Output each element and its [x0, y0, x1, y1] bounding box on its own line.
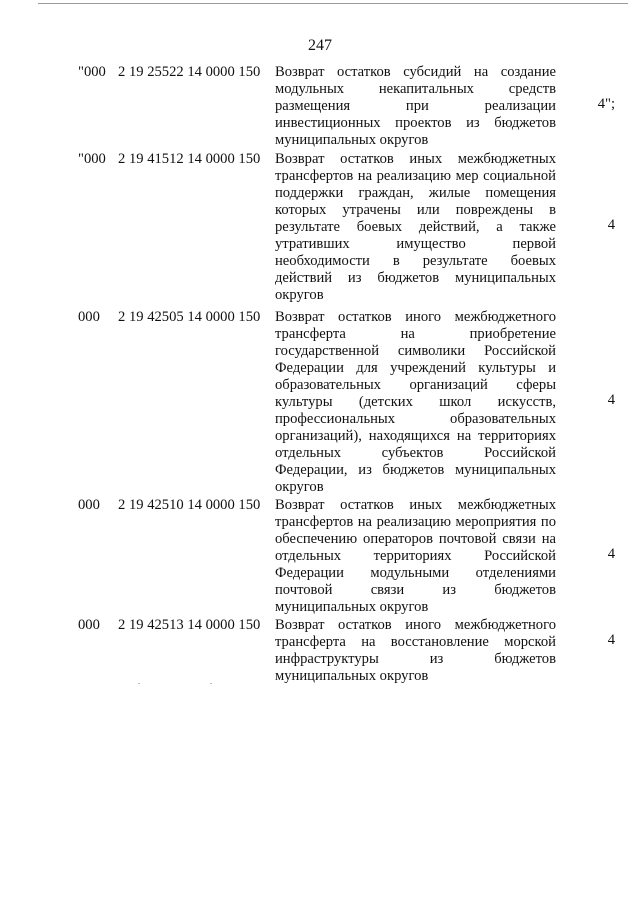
description-line: Возврат остатков субсидий на создание	[275, 64, 556, 80]
description-line: необходимости в результате боевых	[275, 253, 556, 269]
admin-code: 000	[78, 497, 100, 513]
description-line: организаций), находящихся на территориях	[275, 428, 556, 444]
description-line: трансферта на восстановление морской	[275, 634, 556, 650]
description-line: которых утрачены или повреждены в	[275, 202, 556, 218]
description-line: Возврат остатков иного межбюджетного	[275, 309, 556, 325]
admin-code: 000	[78, 309, 100, 325]
description-line: трансферта на приобретение	[275, 326, 556, 342]
scan-speck	[138, 683, 140, 684]
description-line: Возврат остатков иных межбюджетных	[275, 151, 556, 167]
budget-classification-code: 2 19 42510 14 0000 150	[118, 497, 261, 513]
description-line: образовательных организаций сферы	[275, 377, 556, 393]
description-line: утративших имущество первой	[275, 236, 556, 252]
income-description	[275, 151, 556, 304]
income-description	[275, 497, 556, 616]
row-mark: 4	[607, 546, 615, 562]
row-mark: 4	[607, 632, 615, 648]
row-mark: 4	[607, 217, 615, 233]
description-line: Федерации модульными отделениями	[275, 565, 556, 581]
description-line: отдельных субъектов Российской	[275, 445, 556, 461]
description-line: профессиональных образовательных	[275, 411, 556, 427]
description-line: Федерации для учреждений культуры и	[275, 360, 556, 376]
budget-classification-code: 2 19 42513 14 0000 150	[118, 617, 261, 633]
page-number: 247	[308, 37, 332, 54]
description-line: округов	[275, 287, 324, 303]
row-mark: 4";	[597, 96, 615, 112]
budget-classification-code: 2 19 42505 14 0000 150	[118, 309, 261, 325]
income-description	[275, 617, 556, 685]
description-line: трансфертов на реализацию мер социальной	[275, 168, 556, 184]
description-line: Возврат остатков иного межбюджетного	[275, 617, 556, 633]
description-line: модульных некапитальных средств	[275, 81, 556, 97]
description-line: почтовой связи из бюджетов	[275, 582, 556, 598]
admin-code: "000	[78, 151, 106, 167]
description-line: округов	[275, 479, 324, 495]
income-description	[275, 309, 556, 496]
budget-classification-code: 2 19 41512 14 0000 150	[118, 151, 261, 167]
income-description	[275, 64, 556, 149]
description-line: муниципальных округов	[275, 132, 429, 148]
description-line: отдельных территориях Российской	[275, 548, 556, 564]
description-line: муниципальных округов	[275, 599, 429, 615]
description-line: размещения при реализации	[275, 98, 556, 114]
description-line: инвестиционных проектов из бюджетов	[275, 115, 556, 131]
description-line: инфраструктуры из бюджетов	[275, 651, 556, 667]
admin-code: "000	[78, 64, 106, 80]
description-line: обеспечению операторов почтовой связи на	[275, 531, 556, 547]
description-line: культуры (детских школ искусств,	[275, 394, 556, 410]
scan-top-edge-line	[38, 3, 628, 4]
row-mark: 4	[607, 392, 615, 408]
scan-speck	[210, 683, 212, 684]
admin-code: 000	[78, 617, 100, 633]
description-line: действий из бюджетов муниципальных	[275, 270, 556, 286]
description-line: государственной символики Российской	[275, 343, 556, 359]
budget-classification-code: 2 19 25522 14 0000 150	[118, 64, 261, 80]
description-line: результате боевых действий, а также	[275, 219, 556, 235]
description-line: трансфертов на реализацию мероприятия по	[275, 514, 556, 530]
description-line: Возврат остатков иных межбюджетных	[275, 497, 556, 513]
description-line: поддержки граждан, жилые помещения	[275, 185, 556, 201]
description-line: муниципальных округов	[275, 668, 429, 684]
description-line: Федерации, из бюджетов муниципальных	[275, 462, 556, 478]
